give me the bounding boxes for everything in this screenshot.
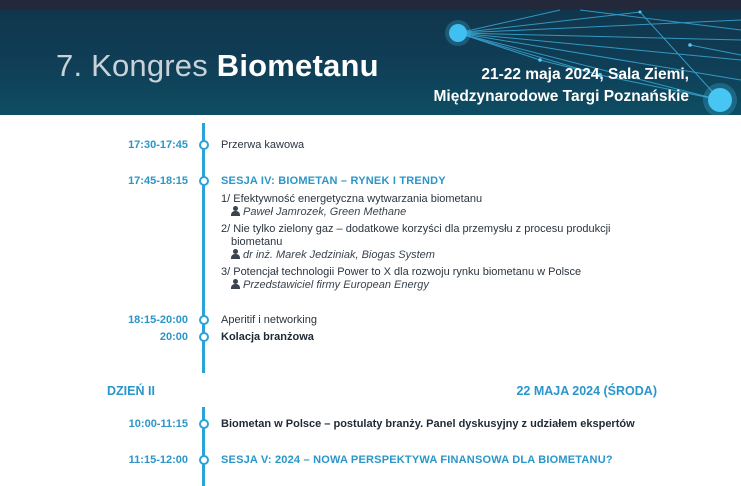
- talk-title-cont: biometanu: [231, 236, 283, 248]
- congress-title: [56, 48, 379, 84]
- title-bold: Biometanu: [216, 48, 379, 83]
- talk-title: 2/ Nie tylko zielony gaz – dodatkowe korzyści dla przemysłu z procesu produkcji: [221, 223, 611, 235]
- time-label: 20:00: [159, 331, 188, 343]
- time-label: 10:00-11:15: [128, 418, 188, 430]
- event-date-venue: 21-22 maja 2024, Sala Ziemi,: [481, 66, 689, 83]
- event-fair: Międzynarodowe Targi Poznańskie: [433, 88, 689, 105]
- time-label: 17:30-17:45: [128, 139, 188, 151]
- person-icon: [231, 206, 240, 216]
- timeline-dot: [199, 140, 209, 150]
- talk-title: 1/ Efektywność energetyczna wytwarzania biometanu: [221, 193, 483, 205]
- timeline-dot: [199, 315, 209, 325]
- talk-speaker: [231, 206, 406, 218]
- day-label: DZIEŃ II: [107, 384, 155, 398]
- timeline-dot: [199, 419, 209, 429]
- person-icon: [231, 279, 240, 289]
- header-banner: [0, 0, 741, 115]
- timeline-dot: [199, 176, 209, 186]
- talk-title: 3/ Potencjał technologii Power to X dla rozwoju rynku biometanu w Polsce: [221, 266, 582, 278]
- talk-speaker: [231, 279, 429, 291]
- person-icon: [231, 249, 240, 259]
- timeline-dot: [199, 455, 209, 465]
- time-label: 11:15-12:00: [128, 454, 188, 466]
- timeline-dot: [199, 332, 209, 342]
- speaker-name: Przedstawiciel firmy European Energy: [243, 279, 429, 291]
- agenda-item: Przerwa kawowa: [221, 139, 305, 151]
- session-title: SESJA V: 2024 – NOWA PERSPEKTYWA FINANSOWA DLA BIOMETANU?: [221, 454, 613, 466]
- speaker-name: Paweł Jamrozek, Green Methane: [243, 206, 407, 218]
- agenda-item: Aperitif i networking: [221, 314, 317, 326]
- event-info: [433, 64, 689, 108]
- agenda-item: Kolacja branżowa: [221, 331, 314, 343]
- agenda-item: Biometan w Polsce – postulaty branży. Panel dyskusyjny z udziałem ekspertów: [221, 418, 635, 430]
- session-title: SESJA IV: BIOMETAN – RYNEK I TRENDY: [221, 175, 446, 187]
- talk-speaker: [231, 249, 435, 261]
- title-number: 7. Kongres: [56, 48, 217, 83]
- time-label: 17:45-18:15: [128, 175, 188, 187]
- time-label: 18:15-20:00: [128, 314, 188, 326]
- speaker-name: dr inż. Marek Jedziniak, Biogas System: [243, 249, 435, 261]
- day-date: 22 MAJA 2024 (ŚRODA): [516, 384, 657, 398]
